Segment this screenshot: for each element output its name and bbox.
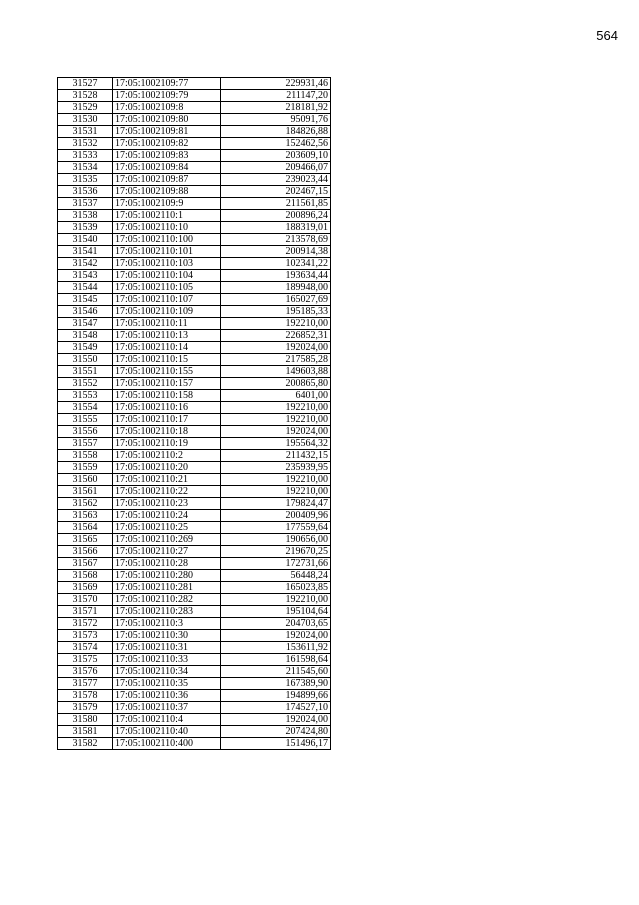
amount-cell: 239023,44 (221, 174, 331, 186)
record-id-cell: 31570 (58, 594, 113, 606)
table-row (58, 738, 331, 750)
amount-cell: 194899,66 (221, 690, 331, 702)
amount-cell: 188319,01 (221, 222, 331, 234)
table-row (58, 546, 331, 558)
record-id-cell: 31544 (58, 282, 113, 294)
table-row (58, 462, 331, 474)
cadastral-number-cell: 17:05:1002109:8 (113, 102, 221, 114)
amount-cell: 217585,28 (221, 354, 331, 366)
amount-cell: 204703,65 (221, 618, 331, 630)
record-id-cell: 31530 (58, 114, 113, 126)
table-row (58, 570, 331, 582)
record-id-cell: 31532 (58, 138, 113, 150)
record-id-cell: 31543 (58, 270, 113, 282)
amount-cell: 152462,56 (221, 138, 331, 150)
table-row (58, 222, 331, 234)
table-row (58, 174, 331, 186)
table-row (58, 654, 331, 666)
page-number: 564 (596, 28, 618, 43)
cadastral-number-cell: 17:05:1002110:11 (113, 318, 221, 330)
cadastral-number-cell: 17:05:1002109:84 (113, 162, 221, 174)
cadastral-number-cell: 17:05:1002110:40 (113, 726, 221, 738)
record-id-cell: 31574 (58, 642, 113, 654)
amount-cell: 6401,00 (221, 390, 331, 402)
record-id-cell: 31531 (58, 126, 113, 138)
table-row (58, 210, 331, 222)
record-id-cell: 31568 (58, 570, 113, 582)
cadastral-number-cell: 17:05:1002110:282 (113, 594, 221, 606)
amount-cell: 195564,32 (221, 438, 331, 450)
record-id-cell: 31550 (58, 354, 113, 366)
amount-cell: 226852,31 (221, 330, 331, 342)
records-table (57, 77, 331, 750)
cadastral-number-cell: 17:05:1002110:35 (113, 678, 221, 690)
table-row (58, 594, 331, 606)
amount-cell: 167389,90 (221, 678, 331, 690)
amount-cell: 202467,15 (221, 186, 331, 198)
record-id-cell: 31556 (58, 426, 113, 438)
table-row (58, 582, 331, 594)
record-id-cell: 31552 (58, 378, 113, 390)
table-row (58, 330, 331, 342)
cadastral-number-cell: 17:05:1002110:280 (113, 570, 221, 582)
record-id-cell: 31576 (58, 666, 113, 678)
amount-cell: 151496,17 (221, 738, 331, 750)
amount-cell: 203609,10 (221, 150, 331, 162)
record-id-cell: 31573 (58, 630, 113, 642)
cadastral-number-cell: 17:05:1002110:19 (113, 438, 221, 450)
amount-cell: 179824,47 (221, 498, 331, 510)
amount-cell: 192024,00 (221, 630, 331, 642)
table-row (58, 558, 331, 570)
table-row (58, 186, 331, 198)
record-id-cell: 31540 (58, 234, 113, 246)
record-id-cell: 31539 (58, 222, 113, 234)
table-row (58, 642, 331, 654)
table-row (58, 198, 331, 210)
cadastral-number-cell: 17:05:1002109:77 (113, 78, 221, 90)
amount-cell: 165027,69 (221, 294, 331, 306)
cadastral-number-cell: 17:05:1002110:37 (113, 702, 221, 714)
amount-cell: 229931,46 (221, 78, 331, 90)
amount-cell: 95091,76 (221, 114, 331, 126)
table-row (58, 90, 331, 102)
record-id-cell: 31554 (58, 402, 113, 414)
cadastral-number-cell: 17:05:1002109:9 (113, 198, 221, 210)
cadastral-number-cell: 17:05:1002110:3 (113, 618, 221, 630)
amount-cell: 189948,00 (221, 282, 331, 294)
cadastral-number-cell: 17:05:1002110:17 (113, 414, 221, 426)
record-id-cell: 31546 (58, 306, 113, 318)
record-id-cell: 31536 (58, 186, 113, 198)
amount-cell: 56448,24 (221, 570, 331, 582)
table-row (58, 474, 331, 486)
amount-cell: 195104,64 (221, 606, 331, 618)
record-id-cell: 31545 (58, 294, 113, 306)
record-id-cell: 31555 (58, 414, 113, 426)
record-id-cell: 31537 (58, 198, 113, 210)
table-row (58, 678, 331, 690)
amount-cell: 235939,95 (221, 462, 331, 474)
table-row (58, 114, 331, 126)
cadastral-number-cell: 17:05:1002110:104 (113, 270, 221, 282)
table-row (58, 702, 331, 714)
cadastral-number-cell: 17:05:1002110:20 (113, 462, 221, 474)
table-row (58, 162, 331, 174)
table-row (58, 318, 331, 330)
amount-cell: 102341,22 (221, 258, 331, 270)
record-id-cell: 31548 (58, 330, 113, 342)
cadastral-number-cell: 17:05:1002109:81 (113, 126, 221, 138)
cadastral-number-cell: 17:05:1002110:36 (113, 690, 221, 702)
table-row (58, 726, 331, 738)
table-row (58, 138, 331, 150)
cadastral-number-cell: 17:05:1002110:4 (113, 714, 221, 726)
record-id-cell: 31535 (58, 174, 113, 186)
cadastral-number-cell: 17:05:1002110:109 (113, 306, 221, 318)
cadastral-number-cell: 17:05:1002109:83 (113, 150, 221, 162)
table-row (58, 714, 331, 726)
table-row (58, 234, 331, 246)
table-row (58, 366, 331, 378)
table-row (58, 426, 331, 438)
record-id-cell: 31580 (58, 714, 113, 726)
cadastral-number-cell: 17:05:1002110:157 (113, 378, 221, 390)
table-row (58, 342, 331, 354)
table-row (58, 270, 331, 282)
table-row (58, 150, 331, 162)
cadastral-number-cell: 17:05:1002110:24 (113, 510, 221, 522)
cadastral-number-cell: 17:05:1002110:27 (113, 546, 221, 558)
table-row (58, 306, 331, 318)
record-id-cell: 31541 (58, 246, 113, 258)
record-id-cell: 31557 (58, 438, 113, 450)
cadastral-number-cell: 17:05:1002109:82 (113, 138, 221, 150)
record-id-cell: 31561 (58, 486, 113, 498)
record-id-cell: 31566 (58, 546, 113, 558)
cadastral-number-cell: 17:05:1002110:23 (113, 498, 221, 510)
table-row (58, 390, 331, 402)
cadastral-number-cell: 17:05:1002109:80 (113, 114, 221, 126)
amount-cell: 211545,60 (221, 666, 331, 678)
amount-cell: 165023,85 (221, 582, 331, 594)
amount-cell: 193634,44 (221, 270, 331, 282)
amount-cell: 149603,88 (221, 366, 331, 378)
records-table-body (58, 78, 331, 750)
table-row (58, 486, 331, 498)
record-id-cell: 31542 (58, 258, 113, 270)
table-row (58, 402, 331, 414)
record-id-cell: 31567 (58, 558, 113, 570)
cadastral-number-cell: 17:05:1002110:269 (113, 534, 221, 546)
amount-cell: 200865,80 (221, 378, 331, 390)
cadastral-number-cell: 17:05:1002110:14 (113, 342, 221, 354)
cadastral-number-cell: 17:05:1002110:101 (113, 246, 221, 258)
table-row (58, 438, 331, 450)
record-id-cell: 31559 (58, 462, 113, 474)
amount-cell: 192210,00 (221, 474, 331, 486)
amount-cell: 192024,00 (221, 342, 331, 354)
amount-cell: 192210,00 (221, 318, 331, 330)
table-row (58, 282, 331, 294)
record-id-cell: 31547 (58, 318, 113, 330)
cadastral-number-cell: 17:05:1002110:21 (113, 474, 221, 486)
table-row (58, 630, 331, 642)
record-id-cell: 31527 (58, 78, 113, 90)
record-id-cell: 31582 (58, 738, 113, 750)
amount-cell: 184826,88 (221, 126, 331, 138)
cadastral-number-cell: 17:05:1002110:22 (113, 486, 221, 498)
amount-cell: 213578,69 (221, 234, 331, 246)
amount-cell: 207424,80 (221, 726, 331, 738)
table-row (58, 258, 331, 270)
record-id-cell: 31553 (58, 390, 113, 402)
cadastral-number-cell: 17:05:1002109:88 (113, 186, 221, 198)
cadastral-number-cell: 17:05:1002110:105 (113, 282, 221, 294)
table-row (58, 78, 331, 90)
amount-cell: 192210,00 (221, 414, 331, 426)
cadastral-number-cell: 17:05:1002110:13 (113, 330, 221, 342)
table-row (58, 102, 331, 114)
cadastral-number-cell: 17:05:1002110:2 (113, 450, 221, 462)
cadastral-number-cell: 17:05:1002110:158 (113, 390, 221, 402)
amount-cell: 211432,15 (221, 450, 331, 462)
record-id-cell: 31565 (58, 534, 113, 546)
record-id-cell: 31563 (58, 510, 113, 522)
table-row (58, 378, 331, 390)
amount-cell: 192210,00 (221, 486, 331, 498)
record-id-cell: 31572 (58, 618, 113, 630)
amount-cell: 153611,92 (221, 642, 331, 654)
amount-cell: 192210,00 (221, 402, 331, 414)
record-id-cell: 31564 (58, 522, 113, 534)
table-row (58, 246, 331, 258)
table-row (58, 666, 331, 678)
record-id-cell: 31575 (58, 654, 113, 666)
cadastral-number-cell: 17:05:1002110:100 (113, 234, 221, 246)
record-id-cell: 31528 (58, 90, 113, 102)
amount-cell: 200914,38 (221, 246, 331, 258)
cadastral-number-cell: 17:05:1002110:1 (113, 210, 221, 222)
table-row (58, 606, 331, 618)
amount-cell: 161598,64 (221, 654, 331, 666)
table-row (58, 126, 331, 138)
record-id-cell: 31562 (58, 498, 113, 510)
amount-cell: 192024,00 (221, 426, 331, 438)
table-row (58, 450, 331, 462)
amount-cell: 192210,00 (221, 594, 331, 606)
amount-cell: 211561,85 (221, 198, 331, 210)
amount-cell: 195185,33 (221, 306, 331, 318)
record-id-cell: 31569 (58, 582, 113, 594)
cadastral-number-cell: 17:05:1002109:79 (113, 90, 221, 102)
cadastral-number-cell: 17:05:1002110:25 (113, 522, 221, 534)
amount-cell: 219670,25 (221, 546, 331, 558)
cadastral-number-cell: 17:05:1002110:283 (113, 606, 221, 618)
table-row (58, 294, 331, 306)
record-id-cell: 31578 (58, 690, 113, 702)
amount-cell: 172731,66 (221, 558, 331, 570)
cadastral-number-cell: 17:05:1002110:18 (113, 426, 221, 438)
amount-cell: 177559,64 (221, 522, 331, 534)
cadastral-number-cell: 17:05:1002109:87 (113, 174, 221, 186)
record-id-cell: 31538 (58, 210, 113, 222)
table-row (58, 354, 331, 366)
cadastral-number-cell: 17:05:1002110:34 (113, 666, 221, 678)
amount-cell: 211147,20 (221, 90, 331, 102)
cadastral-number-cell: 17:05:1002110:281 (113, 582, 221, 594)
table-row (58, 510, 331, 522)
table-row (58, 618, 331, 630)
cadastral-number-cell: 17:05:1002110:155 (113, 366, 221, 378)
amount-cell: 174527,10 (221, 702, 331, 714)
cadastral-number-cell: 17:05:1002110:16 (113, 402, 221, 414)
cadastral-number-cell: 17:05:1002110:30 (113, 630, 221, 642)
table-row (58, 522, 331, 534)
cadastral-number-cell: 17:05:1002110:10 (113, 222, 221, 234)
cadastral-number-cell: 17:05:1002110:33 (113, 654, 221, 666)
record-id-cell: 31534 (58, 162, 113, 174)
record-id-cell: 31529 (58, 102, 113, 114)
table-row (58, 690, 331, 702)
cadastral-number-cell: 17:05:1002110:107 (113, 294, 221, 306)
record-id-cell: 31533 (58, 150, 113, 162)
amount-cell: 190656,00 (221, 534, 331, 546)
amount-cell: 200409,96 (221, 510, 331, 522)
record-id-cell: 31579 (58, 702, 113, 714)
table-row (58, 414, 331, 426)
amount-cell: 200896,24 (221, 210, 331, 222)
record-id-cell: 31551 (58, 366, 113, 378)
amount-cell: 209466,07 (221, 162, 331, 174)
table-row (58, 534, 331, 546)
record-id-cell: 31549 (58, 342, 113, 354)
cadastral-number-cell: 17:05:1002110:103 (113, 258, 221, 270)
record-id-cell: 31577 (58, 678, 113, 690)
record-id-cell: 31560 (58, 474, 113, 486)
cadastral-number-cell: 17:05:1002110:31 (113, 642, 221, 654)
record-id-cell: 31558 (58, 450, 113, 462)
cadastral-number-cell: 17:05:1002110:400 (113, 738, 221, 750)
amount-cell: 218181,92 (221, 102, 331, 114)
record-id-cell: 31581 (58, 726, 113, 738)
cadastral-number-cell: 17:05:1002110:15 (113, 354, 221, 366)
cadastral-number-cell: 17:05:1002110:28 (113, 558, 221, 570)
record-id-cell: 31571 (58, 606, 113, 618)
table-row (58, 498, 331, 510)
amount-cell: 192024,00 (221, 714, 331, 726)
